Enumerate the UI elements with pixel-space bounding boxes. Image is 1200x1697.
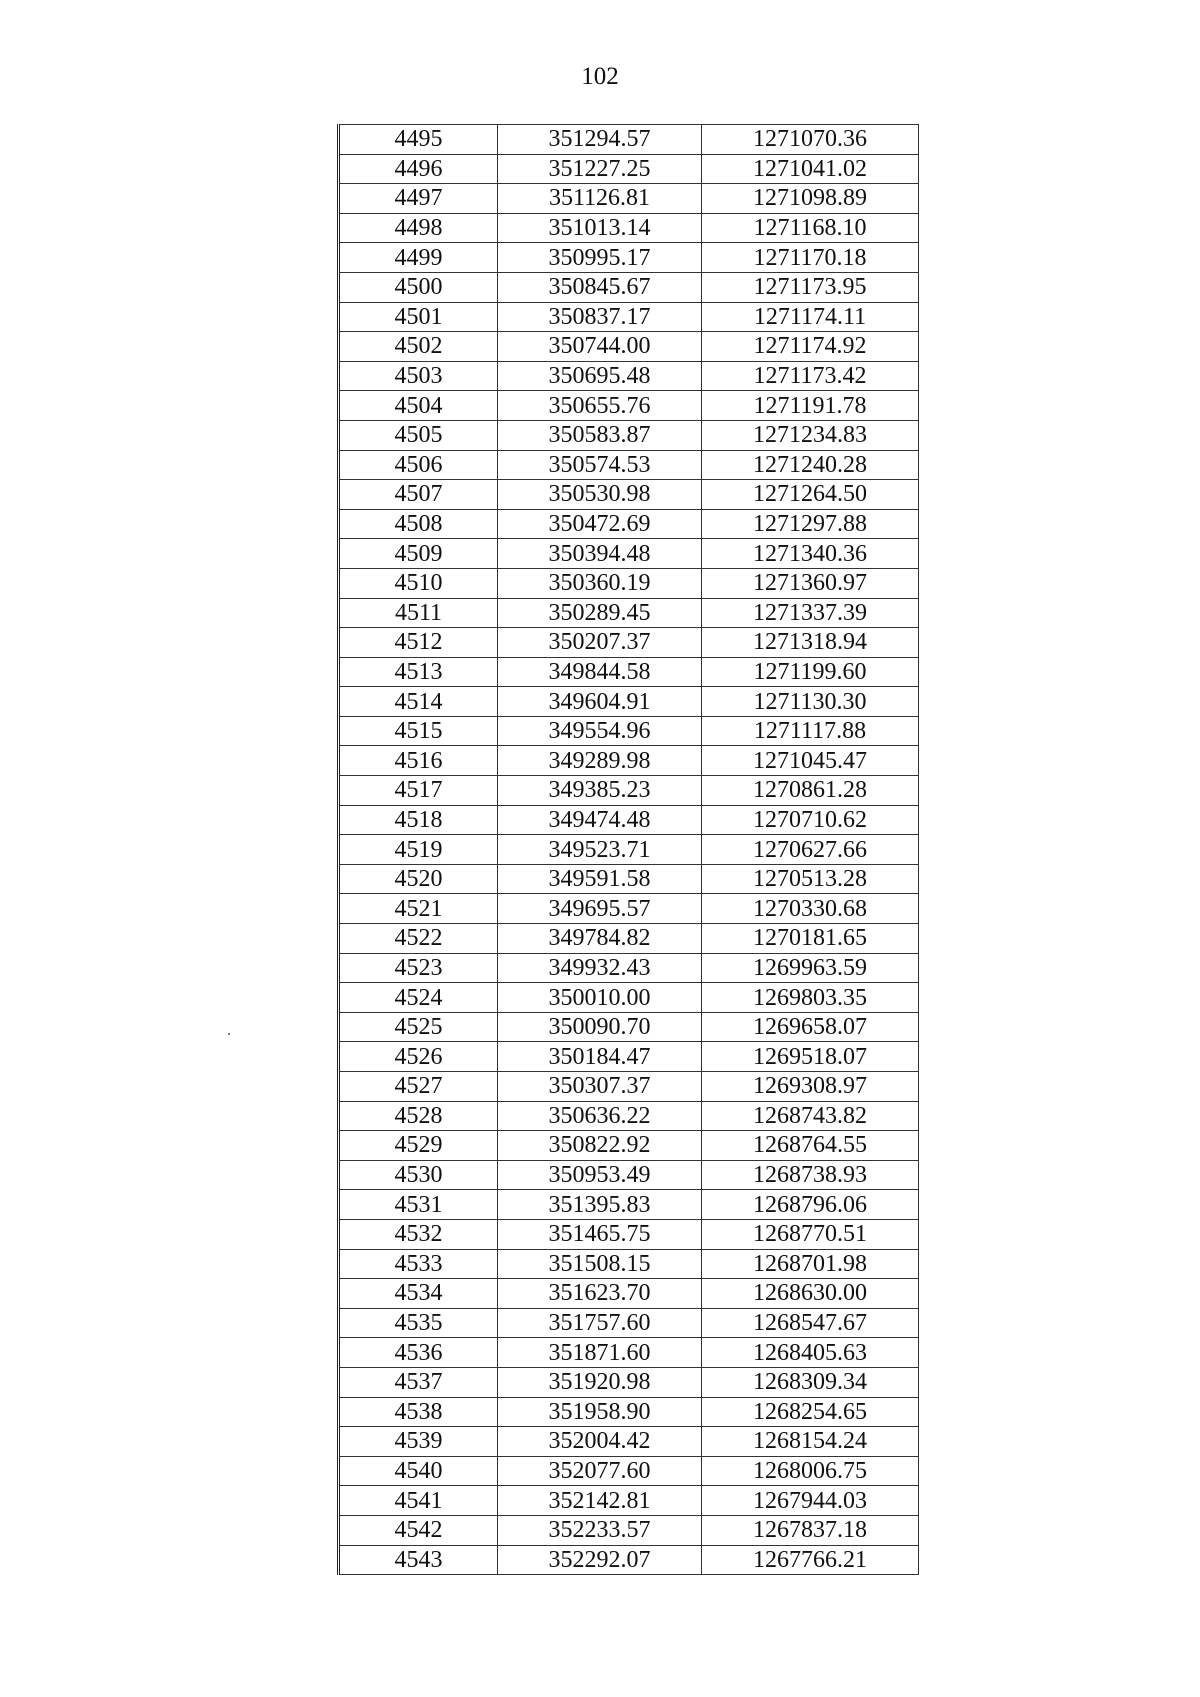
y-coordinate-cell: 1271173.42 — [702, 361, 919, 391]
y-coordinate-cell: 1268770.51 — [702, 1219, 919, 1249]
table-row — [339, 272, 919, 302]
x-coordinate-cell: 350090.70 — [498, 1012, 702, 1042]
y-coordinate-cell: 1271174.11 — [702, 302, 919, 332]
table-row — [339, 1397, 919, 1427]
table-row — [339, 539, 919, 569]
table-row — [339, 805, 919, 835]
table-row — [339, 1515, 919, 1545]
y-coordinate-cell: 1271297.88 — [702, 509, 919, 539]
table-row — [339, 1367, 919, 1397]
y-coordinate-cell: 1270181.65 — [702, 924, 919, 954]
y-coordinate-cell: 1271318.94 — [702, 628, 919, 658]
x-coordinate-cell: 349474.48 — [498, 805, 702, 835]
table-row — [339, 1456, 919, 1486]
point-number-cell: 4516 — [339, 746, 498, 776]
y-coordinate-cell: 1269963.59 — [702, 953, 919, 983]
x-coordinate-cell: 350953.49 — [498, 1160, 702, 1190]
x-coordinate-cell: 352292.07 — [498, 1545, 702, 1575]
x-coordinate-cell: 349385.23 — [498, 776, 702, 806]
point-number-cell: 4522 — [339, 924, 498, 954]
table-row — [339, 1545, 919, 1575]
y-coordinate-cell: 1269518.07 — [702, 1042, 919, 1072]
table-row — [339, 1072, 919, 1102]
point-number-cell: 4535 — [339, 1308, 498, 1338]
table-row — [339, 213, 919, 243]
y-coordinate-cell: 1267944.03 — [702, 1486, 919, 1516]
y-coordinate-cell: 1271041.02 — [702, 154, 919, 184]
y-coordinate-cell: 1271174.92 — [702, 332, 919, 362]
x-coordinate-cell: 349523.71 — [498, 835, 702, 865]
x-coordinate-cell: 351395.83 — [498, 1190, 702, 1220]
y-coordinate-cell: 1271168.10 — [702, 213, 919, 243]
point-number-cell: 4495 — [339, 125, 498, 155]
y-coordinate-cell: 1267837.18 — [702, 1515, 919, 1545]
y-coordinate-cell: 1271117.88 — [702, 716, 919, 746]
y-coordinate-cell: 1271264.50 — [702, 480, 919, 510]
point-number-cell: 4532 — [339, 1219, 498, 1249]
y-coordinate-cell: 1271337.39 — [702, 598, 919, 628]
page-number: 102 — [581, 63, 619, 90]
table-row — [339, 1160, 919, 1190]
coordinate-table-body — [339, 125, 919, 1575]
y-coordinate-cell: 1268701.98 — [702, 1249, 919, 1279]
y-coordinate-cell: 1271170.18 — [702, 243, 919, 273]
y-coordinate-cell: 1270513.28 — [702, 864, 919, 894]
table-row — [339, 361, 919, 391]
x-coordinate-cell: 349591.58 — [498, 864, 702, 894]
table-row — [339, 243, 919, 273]
x-coordinate-cell: 352233.57 — [498, 1515, 702, 1545]
table-row — [339, 1338, 919, 1368]
table-row — [339, 1279, 919, 1309]
table-row — [339, 1427, 919, 1457]
x-coordinate-cell: 352004.42 — [498, 1427, 702, 1457]
table-row — [339, 598, 919, 628]
y-coordinate-cell: 1271199.60 — [702, 657, 919, 687]
x-coordinate-cell: 350636.22 — [498, 1101, 702, 1131]
point-number-cell: 4505 — [339, 420, 498, 450]
table-row — [339, 1486, 919, 1516]
y-coordinate-cell: 1270330.68 — [702, 894, 919, 924]
x-coordinate-cell: 350583.87 — [498, 420, 702, 450]
point-number-cell: 4504 — [339, 391, 498, 421]
x-coordinate-cell: 350744.00 — [498, 332, 702, 362]
point-number-cell: 4539 — [339, 1427, 498, 1457]
x-coordinate-cell: 351227.25 — [498, 154, 702, 184]
point-number-cell: 4497 — [339, 184, 498, 214]
y-coordinate-cell: 1270627.66 — [702, 835, 919, 865]
point-number-cell: 4530 — [339, 1160, 498, 1190]
table-row — [339, 687, 919, 717]
point-number-cell: 4510 — [339, 568, 498, 598]
y-coordinate-cell: 1270710.62 — [702, 805, 919, 835]
x-coordinate-cell: 349604.91 — [498, 687, 702, 717]
x-coordinate-cell: 352077.60 — [498, 1456, 702, 1486]
x-coordinate-cell: 350695.48 — [498, 361, 702, 391]
y-coordinate-cell: 1271098.89 — [702, 184, 919, 214]
y-coordinate-cell: 1269658.07 — [702, 1012, 919, 1042]
point-number-cell: 4500 — [339, 272, 498, 302]
table-row — [339, 450, 919, 480]
scan-speck — [228, 1033, 230, 1035]
y-coordinate-cell: 1271070.36 — [702, 125, 919, 155]
table-row — [339, 716, 919, 746]
table-row — [339, 302, 919, 332]
x-coordinate-cell: 350822.92 — [498, 1131, 702, 1161]
table-row — [339, 894, 919, 924]
y-coordinate-cell: 1268796.06 — [702, 1190, 919, 1220]
x-coordinate-cell: 351920.98 — [498, 1367, 702, 1397]
x-coordinate-cell: 350184.47 — [498, 1042, 702, 1072]
y-coordinate-cell: 1268547.67 — [702, 1308, 919, 1338]
y-coordinate-cell: 1269803.35 — [702, 983, 919, 1013]
point-number-cell: 4533 — [339, 1249, 498, 1279]
x-coordinate-cell: 350307.37 — [498, 1072, 702, 1102]
y-coordinate-cell: 1268630.00 — [702, 1279, 919, 1309]
table-row — [339, 1219, 919, 1249]
point-number-cell: 4528 — [339, 1101, 498, 1131]
table-row — [339, 746, 919, 776]
x-coordinate-cell: 350207.37 — [498, 628, 702, 658]
point-number-cell: 4529 — [339, 1131, 498, 1161]
x-coordinate-cell: 351623.70 — [498, 1279, 702, 1309]
y-coordinate-cell: 1271360.97 — [702, 568, 919, 598]
x-coordinate-cell: 349554.96 — [498, 716, 702, 746]
point-number-cell: 4502 — [339, 332, 498, 362]
point-number-cell: 4506 — [339, 450, 498, 480]
x-coordinate-cell: 350010.00 — [498, 983, 702, 1013]
table-row — [339, 1101, 919, 1131]
point-number-cell: 4521 — [339, 894, 498, 924]
x-coordinate-cell: 350574.53 — [498, 450, 702, 480]
y-coordinate-cell: 1271191.78 — [702, 391, 919, 421]
table-row — [339, 1190, 919, 1220]
table-row — [339, 1012, 919, 1042]
table-row — [339, 835, 919, 865]
y-coordinate-cell: 1271234.83 — [702, 420, 919, 450]
y-coordinate-cell: 1268309.34 — [702, 1367, 919, 1397]
point-number-cell: 4540 — [339, 1456, 498, 1486]
table-row — [339, 184, 919, 214]
point-number-cell: 4524 — [339, 983, 498, 1013]
y-coordinate-cell: 1268254.65 — [702, 1397, 919, 1427]
table-row — [339, 154, 919, 184]
point-number-cell: 4523 — [339, 953, 498, 983]
y-coordinate-cell: 1268405.63 — [702, 1338, 919, 1368]
x-coordinate-cell: 350394.48 — [498, 539, 702, 569]
y-coordinate-cell: 1271130.30 — [702, 687, 919, 717]
table-row — [339, 568, 919, 598]
table-row — [339, 657, 919, 687]
x-coordinate-cell: 350289.45 — [498, 598, 702, 628]
point-number-cell: 4514 — [339, 687, 498, 717]
point-number-cell: 4536 — [339, 1338, 498, 1368]
point-number-cell: 4499 — [339, 243, 498, 273]
x-coordinate-cell: 350472.69 — [498, 509, 702, 539]
y-coordinate-cell: 1271045.47 — [702, 746, 919, 776]
x-coordinate-cell: 352142.81 — [498, 1486, 702, 1516]
table-row — [339, 1131, 919, 1161]
y-coordinate-cell: 1267766.21 — [702, 1545, 919, 1575]
point-number-cell: 4526 — [339, 1042, 498, 1072]
y-coordinate-cell: 1268743.82 — [702, 1101, 919, 1131]
point-number-cell: 4508 — [339, 509, 498, 539]
table-row — [339, 391, 919, 421]
point-number-cell: 4527 — [339, 1072, 498, 1102]
table-row — [339, 125, 919, 155]
x-coordinate-cell: 350655.76 — [498, 391, 702, 421]
point-number-cell: 4503 — [339, 361, 498, 391]
table-row — [339, 1308, 919, 1338]
point-number-cell: 4525 — [339, 1012, 498, 1042]
x-coordinate-cell: 349695.57 — [498, 894, 702, 924]
point-number-cell: 4534 — [339, 1279, 498, 1309]
table-row — [339, 420, 919, 450]
x-coordinate-cell: 351508.15 — [498, 1249, 702, 1279]
point-number-cell: 4507 — [339, 480, 498, 510]
point-number-cell: 4518 — [339, 805, 498, 835]
table-row — [339, 509, 919, 539]
point-number-cell: 4520 — [339, 864, 498, 894]
table-row — [339, 953, 919, 983]
x-coordinate-cell: 349844.58 — [498, 657, 702, 687]
y-coordinate-cell: 1271340.36 — [702, 539, 919, 569]
x-coordinate-cell: 349932.43 — [498, 953, 702, 983]
x-coordinate-cell: 351465.75 — [498, 1219, 702, 1249]
point-number-cell: 4541 — [339, 1486, 498, 1516]
table-row — [339, 1042, 919, 1072]
point-number-cell: 4496 — [339, 154, 498, 184]
point-number-cell: 4543 — [339, 1545, 498, 1575]
table-row — [339, 628, 919, 658]
point-number-cell: 4531 — [339, 1190, 498, 1220]
point-number-cell: 4513 — [339, 657, 498, 687]
y-coordinate-cell: 1268154.24 — [702, 1427, 919, 1457]
point-number-cell: 4537 — [339, 1367, 498, 1397]
x-coordinate-cell: 351871.60 — [498, 1338, 702, 1368]
y-coordinate-cell: 1269308.97 — [702, 1072, 919, 1102]
y-coordinate-cell: 1268006.75 — [702, 1456, 919, 1486]
x-coordinate-cell: 350360.19 — [498, 568, 702, 598]
point-number-cell: 4515 — [339, 716, 498, 746]
y-coordinate-cell: 1271240.28 — [702, 450, 919, 480]
x-coordinate-cell: 350845.67 — [498, 272, 702, 302]
y-coordinate-cell: 1270861.28 — [702, 776, 919, 806]
point-number-cell: 4511 — [339, 598, 498, 628]
y-coordinate-cell: 1268764.55 — [702, 1131, 919, 1161]
y-coordinate-cell: 1268738.93 — [702, 1160, 919, 1190]
table-row — [339, 776, 919, 806]
point-number-cell: 4509 — [339, 539, 498, 569]
point-number-cell: 4542 — [339, 1515, 498, 1545]
x-coordinate-cell: 351958.90 — [498, 1397, 702, 1427]
x-coordinate-cell: 350995.17 — [498, 243, 702, 273]
x-coordinate-cell: 350530.98 — [498, 480, 702, 510]
x-coordinate-cell: 351126.81 — [498, 184, 702, 214]
table-row — [339, 864, 919, 894]
x-coordinate-cell: 349289.98 — [498, 746, 702, 776]
point-number-cell: 4498 — [339, 213, 498, 243]
x-coordinate-cell: 351294.57 — [498, 125, 702, 155]
y-coordinate-cell: 1271173.95 — [702, 272, 919, 302]
table-row — [339, 983, 919, 1013]
x-coordinate-cell: 350837.17 — [498, 302, 702, 332]
point-number-cell: 4517 — [339, 776, 498, 806]
table-row — [339, 480, 919, 510]
point-number-cell: 4501 — [339, 302, 498, 332]
point-number-cell: 4519 — [339, 835, 498, 865]
point-number-cell: 4538 — [339, 1397, 498, 1427]
table-row — [339, 1249, 919, 1279]
x-coordinate-cell: 351013.14 — [498, 213, 702, 243]
point-number-cell: 4512 — [339, 628, 498, 658]
x-coordinate-cell: 351757.60 — [498, 1308, 702, 1338]
table-row — [339, 332, 919, 362]
coordinate-table — [337, 124, 919, 1575]
table-row — [339, 924, 919, 954]
x-coordinate-cell: 349784.82 — [498, 924, 702, 954]
